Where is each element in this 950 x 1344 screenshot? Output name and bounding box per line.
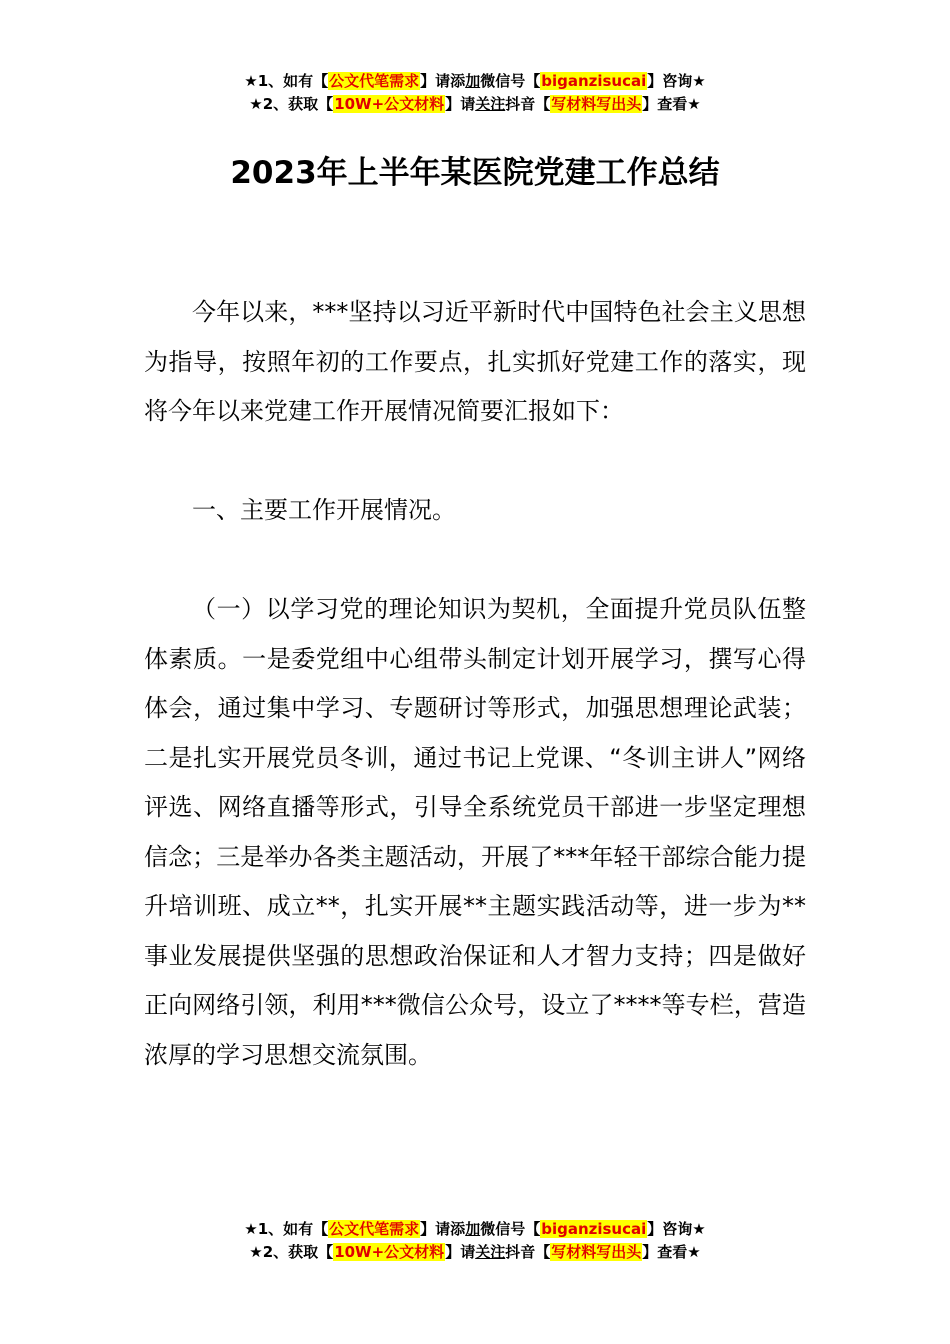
banner-text: 】查看★	[642, 1243, 701, 1261]
banner-text: 】请	[445, 1243, 476, 1261]
header-banner	[0, 70, 950, 116]
banner-text: ★1、如有【	[244, 72, 329, 90]
document-body	[144, 288, 806, 1080]
banner-text: 】请添	[420, 1220, 466, 1238]
banner-text: ★2、获取【	[249, 1243, 334, 1261]
paragraph-spacer	[144, 536, 806, 586]
banner-highlight: 10W+公文材料	[334, 95, 445, 113]
banner-text: 微信号【	[480, 1220, 541, 1238]
banner-text: 抖音【	[505, 1243, 551, 1261]
intro-paragraph: 今年以来，***坚持以习近平新时代中国特色社会主义思想为指导，按照年初的工作要点，扎实抓好党建工作的落实，现将今年以来党建工作开展情况简要汇报如下：	[144, 298, 806, 425]
banner-text: 抖音【	[505, 95, 551, 113]
section-heading: 一、主要工作开展情况。	[192, 496, 456, 524]
banner-text: 】咨询★	[647, 72, 706, 90]
body-paragraph: （一）以学习党的理论知识为契机，全面提升党员队伍整体素质。一是委党组中心组带头制定计划开展学习，撰写心得体会，通过集中学习、专题研讨等形式，加强思想理论武装；二是扎实开展党员冬训，通过书记上党课、“冬训主讲人”网络评选、网络直播等形式，引导全系统党员干部进一步坚定理想信念；三是举办各类主题活动，开展了***年轻干部综合能力提升培训班、成立**，扎实开展**主题实践活动等，进一步为**事业发展提供坚强的思想政治保证和人才智力支持；四是做好正向网络引领，利用***微信公众号，设立了****等专栏，营造浓厚的学习思想交流氛围。	[144, 595, 806, 1069]
banner-highlight: 10W+公文材料	[334, 1243, 445, 1261]
banner-text: 】请	[445, 95, 476, 113]
document-title: 2023年上半年某医院党建工作总结	[230, 155, 720, 191]
banner-text: ★1、如有【	[244, 1220, 329, 1238]
banner-line-2	[0, 1241, 950, 1264]
banner-highlight: 公文代笔需求	[329, 72, 420, 90]
banner-underline: 加	[465, 1220, 481, 1238]
banner-highlight: biganzisucai	[541, 72, 647, 90]
banner-underline: 关注	[475, 1243, 506, 1261]
banner-line-2	[0, 93, 950, 116]
banner-text: 】查看★	[642, 95, 701, 113]
banner-highlight: 写材料写出头	[551, 95, 642, 113]
banner-text: 】咨询★	[647, 1220, 706, 1238]
banner-text: ★2、获取【	[249, 95, 334, 113]
banner-text: 】请添	[420, 72, 466, 90]
banner-highlight: biganzisucai	[541, 1220, 647, 1238]
banner-underline: 关注	[475, 95, 506, 113]
banner-highlight: 写材料写出头	[551, 1243, 642, 1261]
footer-banner	[0, 1218, 950, 1264]
banner-line-1	[0, 1218, 950, 1241]
banner-underline: 加	[465, 72, 481, 90]
paragraph-spacer	[144, 437, 806, 487]
banner-line-1	[0, 70, 950, 93]
banner-text: 微信号【	[480, 72, 541, 90]
banner-highlight: 公文代笔需求	[329, 1220, 420, 1238]
